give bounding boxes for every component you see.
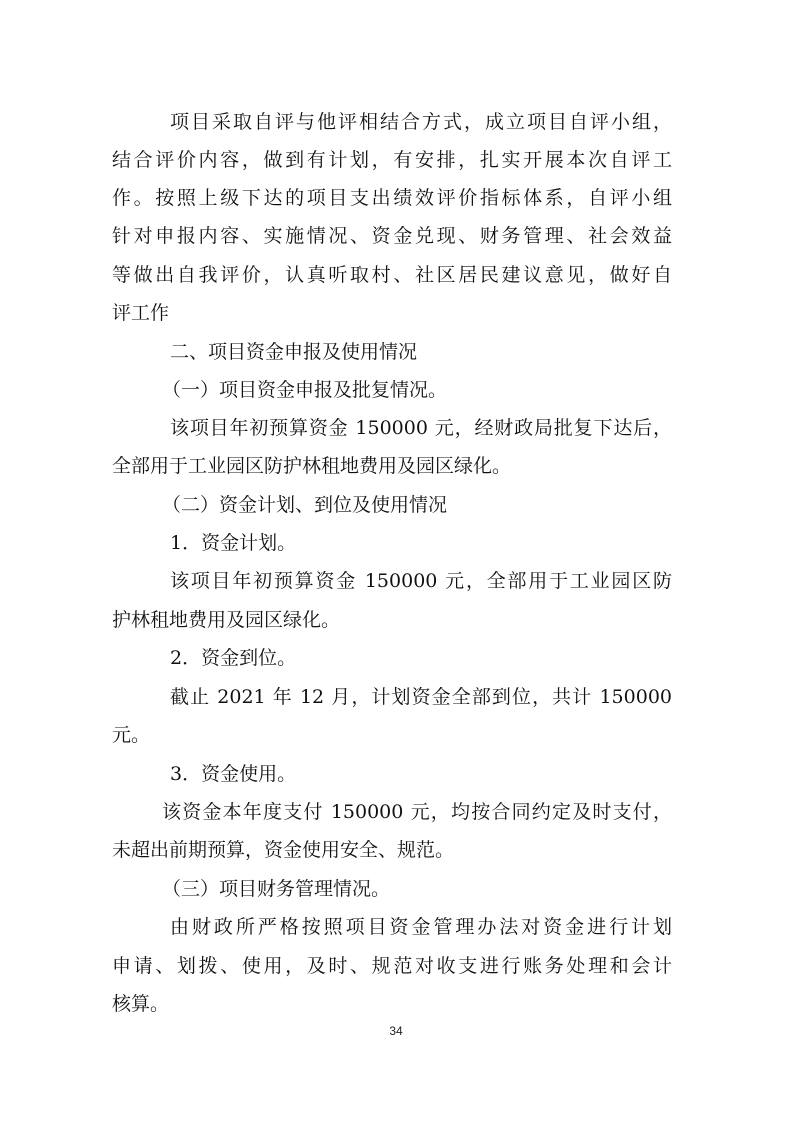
page-number: 34 xyxy=(389,1024,403,1038)
paragraph-line: 该资金本年度支付 150000 元，均按合同约定及时支付， xyxy=(162,801,672,823)
paragraph-line: 该项目年初预算资金 150000 元，经财政局批复下达后， xyxy=(170,417,672,439)
paragraph-line: 未超出前期预算，资金使用安全、规范。 xyxy=(112,839,455,861)
paragraph-line: 元。 xyxy=(112,724,151,746)
paragraph-line: 申请、划拨、使用，及时、规范对收支进行账务处理和会计 xyxy=(112,955,672,977)
paragraph-line: 作。按照上级下达的项目支出绩效评价指标体系，自评小组 xyxy=(112,187,672,209)
paragraph-line: 全部用于工业园区防护林租地费用及园区绿化。 xyxy=(112,455,512,477)
paragraph-line: 针对申报内容、实施情况、资金兑现、财务管理、社会效益 xyxy=(112,225,672,247)
item-heading: 1．资金计划。 xyxy=(170,532,297,554)
paragraph-line: 护林租地费用及园区绿化。 xyxy=(112,609,341,631)
paragraph-line: 结合评价内容，做到有计划，有安排，扎实开展本次自评工 xyxy=(112,149,672,171)
subsection-heading: （一）项目资金申报及批复情况。 xyxy=(162,379,448,401)
subsection-heading: （三）项目财务管理情况。 xyxy=(162,878,391,900)
paragraph-line: 截止 2021 年 12 月，计划资金全部到位，共计 150000 xyxy=(170,686,672,708)
paragraph-line: 等做出自我评价，认真听取村、社区居民建议意见，做好自 xyxy=(112,264,672,286)
paragraph-line: 该项目年初预算资金 150000 元，全部用于工业园区防 xyxy=(170,570,672,592)
subsection-heading: （二）资金计划、到位及使用情况 xyxy=(162,494,448,516)
paragraph-line: 由财政所严格按照项目资金管理办法对资金进行计划 xyxy=(170,916,672,938)
section-heading: 二、项目资金申报及使用情况 xyxy=(170,341,418,363)
item-heading: 3．资金使用。 xyxy=(170,763,297,785)
item-heading: 2．资金到位。 xyxy=(170,647,297,669)
paragraph-line: 评工作 xyxy=(112,302,170,324)
paragraph-line: 核算。 xyxy=(112,993,170,1015)
paragraph-line: 项目采取自评与他评相结合方式，成立项目自评小组， xyxy=(170,111,672,133)
